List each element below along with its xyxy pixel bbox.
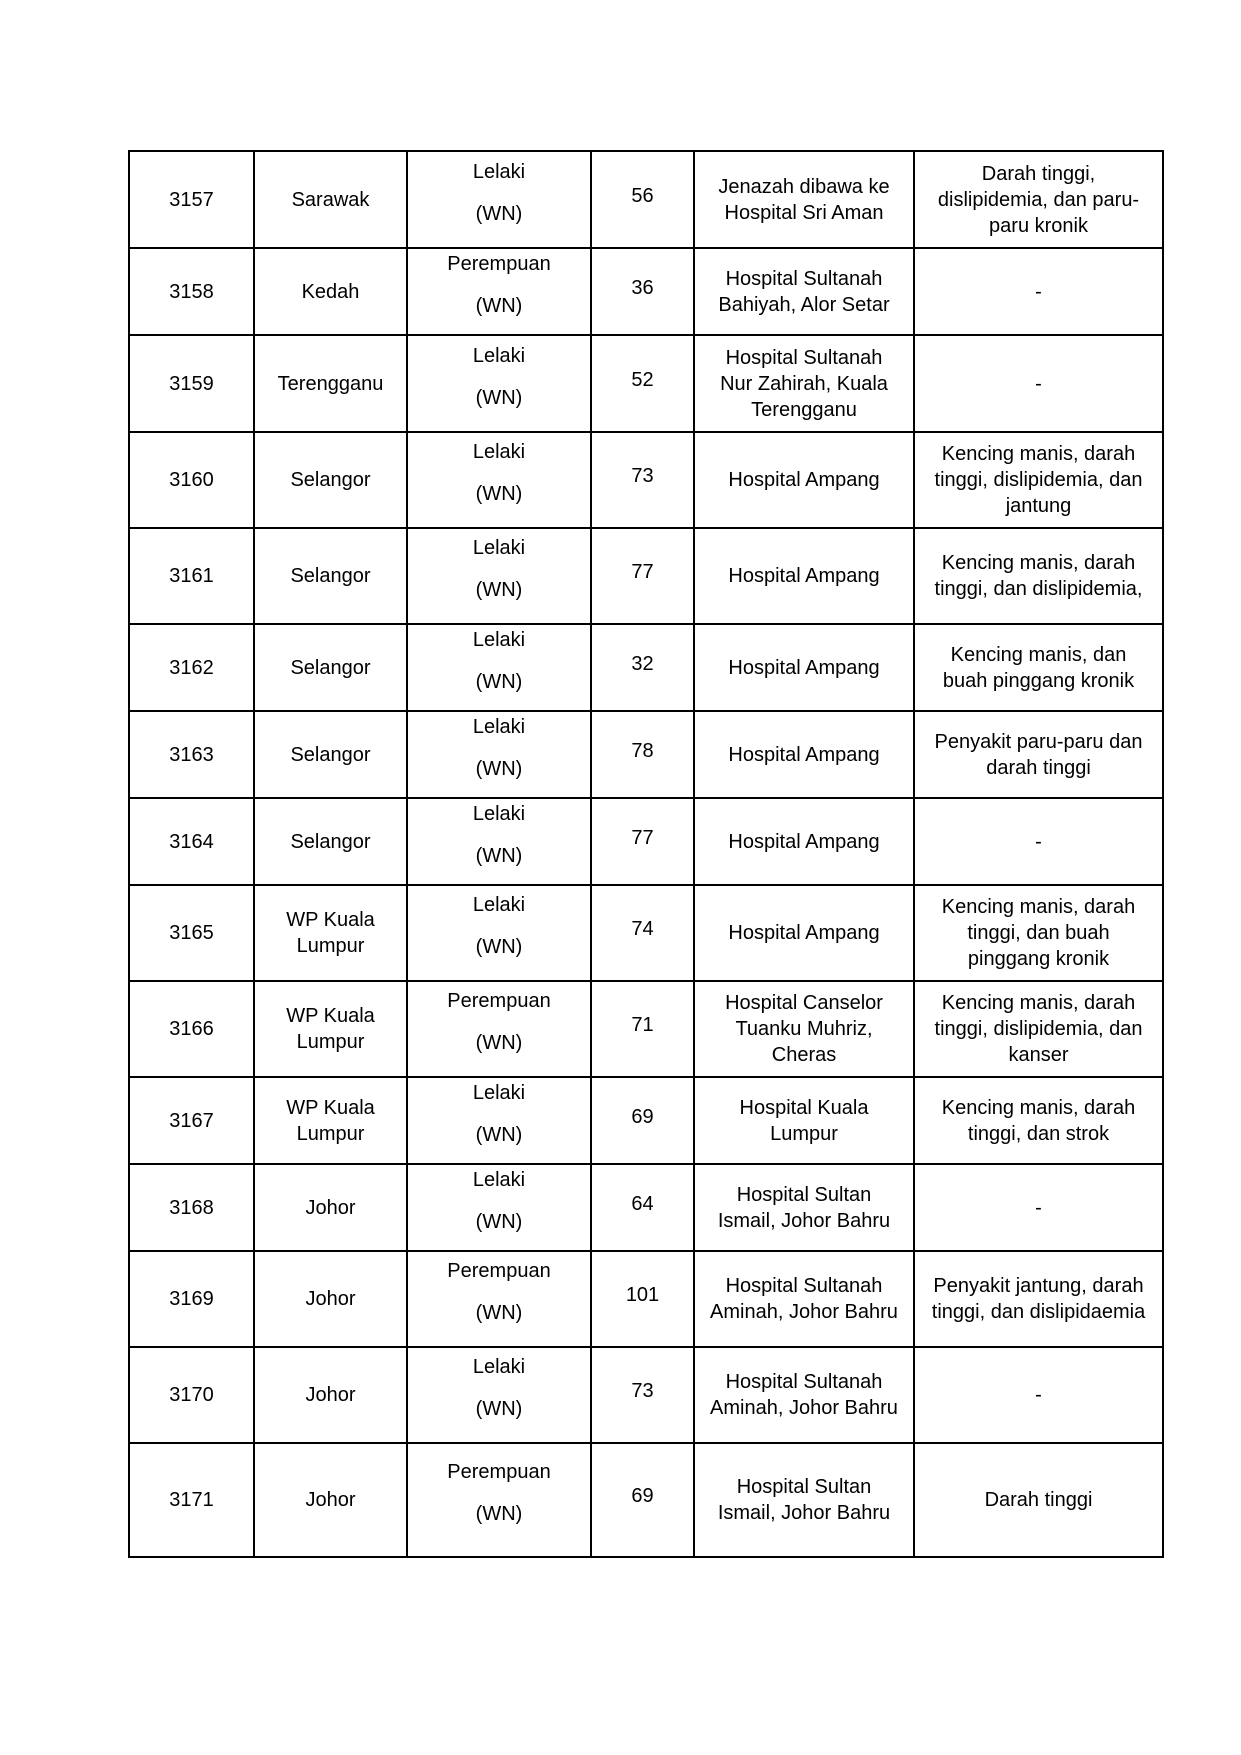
nationality: (WN) bbox=[475, 579, 523, 601]
comorbidity: Kencing manis, darah tinggi, dislipidemia, dan jantung bbox=[914, 432, 1163, 528]
state: Selangor bbox=[254, 711, 407, 798]
gender: Perempuan bbox=[447, 252, 551, 275]
gender: Lelaki bbox=[472, 441, 526, 463]
place-of-death: Hospital Sultan Ismail, Johor Bahru bbox=[694, 1443, 914, 1557]
comorbidity: - bbox=[914, 335, 1163, 432]
nationality: (WN) bbox=[475, 202, 523, 225]
age: 74 bbox=[631, 918, 654, 940]
place-of-death: Jenazah dibawa ke Hospital Sri Aman bbox=[694, 151, 914, 248]
case-number: 3165 bbox=[129, 885, 254, 981]
state: Sarawak bbox=[254, 151, 407, 248]
gender-cell bbox=[407, 624, 591, 711]
death-cases-table bbox=[128, 150, 1164, 1558]
table-row bbox=[129, 798, 1163, 885]
place-of-death: Hospital Ampang bbox=[694, 711, 914, 798]
table-row bbox=[129, 432, 1163, 528]
age: 64 bbox=[631, 1192, 654, 1215]
gender: Lelaki bbox=[472, 715, 526, 738]
age-cell bbox=[591, 151, 694, 248]
age-cell bbox=[591, 248, 694, 335]
gender: Lelaki bbox=[472, 160, 526, 183]
gender-cell bbox=[407, 1077, 591, 1164]
age: 73 bbox=[631, 465, 654, 487]
age-cell bbox=[591, 335, 694, 432]
state: WP Kuala Lumpur bbox=[254, 981, 407, 1077]
place-of-death: Hospital Sultanah Aminah, Johor Bahru bbox=[694, 1347, 914, 1443]
case-number: 3164 bbox=[129, 798, 254, 885]
age: 77 bbox=[631, 826, 654, 849]
nationality: (WN) bbox=[475, 1210, 523, 1233]
age: 32 bbox=[631, 652, 654, 675]
age-cell bbox=[591, 1347, 694, 1443]
age: 69 bbox=[631, 1485, 654, 1507]
age: 73 bbox=[631, 1380, 654, 1402]
case-number: 3157 bbox=[129, 151, 254, 248]
nationality: (WN) bbox=[475, 936, 523, 958]
age: 36 bbox=[631, 276, 654, 299]
gender-cell bbox=[407, 1347, 591, 1443]
gender-cell bbox=[407, 248, 591, 335]
case-number: 3169 bbox=[129, 1251, 254, 1347]
gender-cell bbox=[407, 711, 591, 798]
nationality: (WN) bbox=[475, 386, 523, 409]
place-of-death: Hospital Ampang bbox=[694, 624, 914, 711]
nationality: (WN) bbox=[475, 670, 523, 693]
table-row bbox=[129, 248, 1163, 335]
state: Selangor bbox=[254, 528, 407, 624]
table-row bbox=[129, 711, 1163, 798]
table-row bbox=[129, 624, 1163, 711]
table-row bbox=[129, 335, 1163, 432]
case-number: 3168 bbox=[129, 1164, 254, 1251]
place-of-death: Hospital Ampang bbox=[694, 885, 914, 981]
age-cell bbox=[591, 1164, 694, 1251]
state: WP Kuala Lumpur bbox=[254, 1077, 407, 1164]
gender-cell bbox=[407, 1443, 591, 1557]
place-of-death: Hospital Sultanah Nur Zahirah, Kuala Terengganu bbox=[694, 335, 914, 432]
table-row bbox=[129, 1443, 1163, 1557]
comorbidity: Kencing manis, dan buah pinggang kronik bbox=[914, 624, 1163, 711]
table-row bbox=[129, 528, 1163, 624]
age: 78 bbox=[631, 739, 654, 762]
gender-cell bbox=[407, 528, 591, 624]
gender: Lelaki bbox=[472, 537, 526, 559]
comorbidity: Kencing manis, darah tinggi, dislipidemia, dan kanser bbox=[914, 981, 1163, 1077]
comorbidity: Penyakit jantung, darah tinggi, dan dislipidaemia bbox=[914, 1251, 1163, 1347]
gender-cell bbox=[407, 981, 591, 1077]
place-of-death: Hospital Kuala Lumpur bbox=[694, 1077, 914, 1164]
age: 56 bbox=[631, 184, 654, 207]
table-row bbox=[129, 1251, 1163, 1347]
comorbidity: Kencing manis, darah tinggi, dan buah pinggang kronik bbox=[914, 885, 1163, 981]
table-row bbox=[129, 1347, 1163, 1443]
comorbidity: Kencing manis, darah tinggi, dan strok bbox=[914, 1077, 1163, 1164]
state: Terengganu bbox=[254, 335, 407, 432]
age-cell bbox=[591, 711, 694, 798]
table-row bbox=[129, 885, 1163, 981]
age-cell bbox=[591, 528, 694, 624]
age: 52 bbox=[631, 368, 654, 391]
gender: Lelaki bbox=[472, 894, 526, 916]
place-of-death: Hospital Sultanah Bahiyah, Alor Setar bbox=[694, 248, 914, 335]
state: Johor bbox=[254, 1443, 407, 1557]
age-cell bbox=[591, 885, 694, 981]
nationality: (WN) bbox=[475, 1398, 523, 1420]
state: Kedah bbox=[254, 248, 407, 335]
state: Johor bbox=[254, 1164, 407, 1251]
gender-cell bbox=[407, 885, 591, 981]
case-number: 3159 bbox=[129, 335, 254, 432]
case-number: 3160 bbox=[129, 432, 254, 528]
comorbidity: Darah tinggi bbox=[914, 1443, 1163, 1557]
nationality: (WN) bbox=[475, 294, 523, 317]
gender: Perempuan bbox=[447, 1260, 551, 1282]
gender: Lelaki bbox=[472, 1081, 526, 1104]
gender: Lelaki bbox=[472, 1168, 526, 1191]
gender: Lelaki bbox=[472, 628, 526, 651]
nationality: (WN) bbox=[475, 483, 523, 505]
gender: Lelaki bbox=[472, 1356, 526, 1378]
nationality: (WN) bbox=[475, 1032, 523, 1054]
state: WP Kuala Lumpur bbox=[254, 885, 407, 981]
gender-cell bbox=[407, 151, 591, 248]
case-number: 3163 bbox=[129, 711, 254, 798]
case-number: 3162 bbox=[129, 624, 254, 711]
gender-cell bbox=[407, 1251, 591, 1347]
place-of-death: Hospital Ampang bbox=[694, 798, 914, 885]
age: 71 bbox=[631, 1014, 654, 1036]
age-cell bbox=[591, 798, 694, 885]
age-cell bbox=[591, 624, 694, 711]
comorbidity: - bbox=[914, 248, 1163, 335]
case-number: 3171 bbox=[129, 1443, 254, 1557]
nationality: (WN) bbox=[475, 1302, 523, 1324]
place-of-death: Hospital Ampang bbox=[694, 432, 914, 528]
comorbidity: Penyakit paru-paru dan darah tinggi bbox=[914, 711, 1163, 798]
state: Johor bbox=[254, 1347, 407, 1443]
place-of-death: Hospital Canselor Tuanku Muhriz, Cheras bbox=[694, 981, 914, 1077]
gender-cell bbox=[407, 335, 591, 432]
gender: Perempuan bbox=[447, 990, 551, 1012]
state: Selangor bbox=[254, 432, 407, 528]
table-row bbox=[129, 1164, 1163, 1251]
case-number: 3166 bbox=[129, 981, 254, 1077]
age: 77 bbox=[631, 561, 654, 583]
gender: Perempuan bbox=[447, 1461, 551, 1483]
state: Selangor bbox=[254, 798, 407, 885]
age: 101 bbox=[625, 1284, 660, 1306]
case-number: 3161 bbox=[129, 528, 254, 624]
case-number: 3170 bbox=[129, 1347, 254, 1443]
place-of-death: Hospital Sultanah Aminah, Johor Bahru bbox=[694, 1251, 914, 1347]
age-cell bbox=[591, 1251, 694, 1347]
nationality: (WN) bbox=[475, 757, 523, 780]
gender: Lelaki bbox=[472, 802, 526, 825]
nationality: (WN) bbox=[475, 844, 523, 867]
comorbidity: - bbox=[914, 798, 1163, 885]
state: Selangor bbox=[254, 624, 407, 711]
place-of-death: Hospital Ampang bbox=[694, 528, 914, 624]
state: Johor bbox=[254, 1251, 407, 1347]
comorbidity: Kencing manis, darah tinggi, dan dislipidemia, bbox=[914, 528, 1163, 624]
age: 69 bbox=[631, 1105, 654, 1128]
comorbidity: - bbox=[914, 1347, 1163, 1443]
gender-cell bbox=[407, 432, 591, 528]
age-cell bbox=[591, 981, 694, 1077]
gender: Lelaki bbox=[472, 344, 526, 367]
nationality: (WN) bbox=[475, 1503, 523, 1525]
place-of-death: Hospital Sultan Ismail, Johor Bahru bbox=[694, 1164, 914, 1251]
gender-cell bbox=[407, 1164, 591, 1251]
age-cell bbox=[591, 1077, 694, 1164]
nationality: (WN) bbox=[475, 1123, 523, 1146]
age-cell bbox=[591, 432, 694, 528]
gender-cell bbox=[407, 798, 591, 885]
case-number: 3167 bbox=[129, 1077, 254, 1164]
table-row bbox=[129, 151, 1163, 248]
comorbidity: Darah tinggi, dislipidemia, dan paru-paru kronik bbox=[914, 151, 1163, 248]
case-number: 3158 bbox=[129, 248, 254, 335]
table-row bbox=[129, 1077, 1163, 1164]
table-row bbox=[129, 981, 1163, 1077]
comorbidity: - bbox=[914, 1164, 1163, 1251]
age-cell bbox=[591, 1443, 694, 1557]
